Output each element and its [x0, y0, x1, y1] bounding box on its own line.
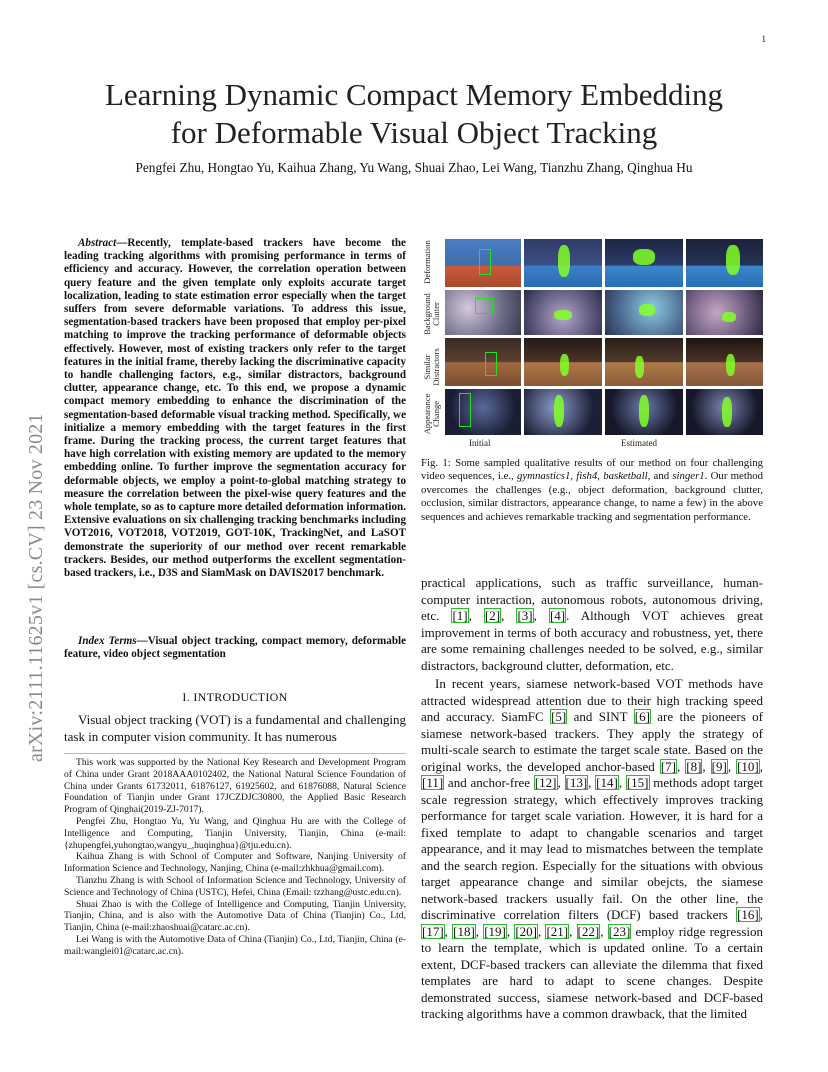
- citation-link[interactable]: [9]: [711, 758, 727, 774]
- footnote-affiliation: Lei Wang is with the Automotive Data of China (Tianjin) Co., Ltd, Tianjin, China (e-mail:wanglei01@catarc.ac.cn).: [64, 933, 406, 957]
- footnotes: [64, 757, 406, 958]
- abstract-lead: Abstract: [78, 237, 117, 249]
- intro-paragraph-right-2: In recent years, siamese network-based VOT methods have attracted widespread attention due to their high tracking speed and accuracy. SiamFC [5] and SINT [6] are the pioneers of siamese network-based trackers. They apply the strategy of multi-scale search to estimate the target scale state. Based on the original works, the developed anchor-based [7], [8], [9], [10], [11] and anchor-free [12], [13], [14], [15] methods adopt target scale regression strategy, which effectively improves tracking performance for target scale variation. However, it is hard for a fixed template to adapt to changable scenarios and target appearance, and it may lead to mismatches between the template and the search region. Especially for the situations with obvious target appearance change and similar obejcts, the siamese network-based trackers usually fail. On the other line, the discriminative correlation filters (DCF) based trackers [16], [17], [18], [19], [20], [21], [22], [23] employ ridge regression to learn the template, which is updated online. To a certain extent, DCF-based trackers can alleviate the dilemma that fixed templates are hard to adapt to scene changes. Despite demonstrated success, siamese network-based and DCF-based tracking algorithms have a common drawback, that the limited: [421, 676, 764, 1021]
- caption-text: ,: [597, 470, 604, 483]
- footnote-affiliation: Pengfei Zhu, Hongtao Yu, Yu Wang, and Qinghua Hu are with the College of Intelligence and Computing, Tianjin University, Tianjin, China (e-mail: {zhupengfei,yuhongtao,wangyu_,huqinghua}@tju.edu.cn).: [64, 815, 406, 851]
- body-text: practical applications, such as traffic surveillance, human-computer interaction, autonomous robots, autonomous driving, etc.: [421, 575, 763, 623]
- caption-sequence: basketball: [603, 470, 648, 483]
- body-text: methods adopt target scale regression strategy, which effectively improves tracking performance for target scale variation. However, it is hard for a fixed template to adapt to changable scenarios and target appearance, and it may lead to mismatches between the template and the search region. Especially for the situations with obvious target appearance change and similar obejcts, the siamese network-based trackers usually fail. On the other line, the discriminative correlation filters (DCF) based trackers: [421, 775, 764, 922]
- segmentation-mask: [726, 245, 740, 275]
- citation-link[interactable]: [4]: [549, 608, 566, 623]
- body-text: ,: [501, 608, 517, 623]
- citation-link[interactable]: [13]: [565, 775, 588, 790]
- body-text: and SINT: [567, 709, 634, 724]
- body-text: ,: [533, 608, 549, 623]
- abstract: [64, 237, 406, 580]
- citation-link[interactable]: [3]: [517, 608, 533, 623]
- body-text: and anchor-free: [444, 775, 534, 790]
- tracking-box: [459, 393, 471, 427]
- segmentation-mask: [722, 397, 732, 427]
- frame-fish-initial: [445, 290, 521, 335]
- citation-link[interactable]: [21]: [546, 923, 569, 939]
- citation-link[interactable]: [5]: [551, 709, 567, 724]
- frame-gymnastics-estimated: [605, 239, 683, 287]
- segmentation-mask: [726, 354, 735, 376]
- index-terms-lead: Index Terms: [78, 635, 137, 647]
- frame-gymnastics-estimated: [524, 239, 602, 287]
- intro-paragraph-right: [421, 575, 763, 674]
- segmentation-mask: [558, 245, 570, 277]
- row-label-appearance-change: Appearance Change: [422, 393, 441, 435]
- citation-link[interactable]: [2]: [484, 608, 501, 623]
- frame-basketball-estimated: [605, 338, 683, 386]
- footnote-affiliation: Tianzhu Zhang is with School of Information Science and Technology, University of Science and Technology of China (USTC), Hefei, China (Email: tzzhang@ustc.edu.cn).: [64, 874, 406, 898]
- citation-link[interactable]: [15]: [626, 775, 649, 790]
- frame-gymnastics-estimated: [686, 239, 763, 287]
- footnote-affiliation: Kaihua Zhang is with School of Computer and Software, Nanjing University of Information Science and Technology, Nanjing, China (e-mail:zhkhua@gmail.com).: [64, 851, 406, 875]
- frame-fish-estimated: [524, 290, 602, 335]
- citation-link[interactable]: [16]: [737, 907, 759, 922]
- figure-caption: [421, 457, 763, 524]
- caption-sequence: gymnastics1: [516, 470, 571, 483]
- citation-link[interactable]: [10]: [737, 758, 759, 774]
- segmentation-mask: [635, 356, 644, 378]
- segmentation-mask: [554, 310, 572, 320]
- row-label-background-clutter: Background Clutter: [422, 293, 441, 335]
- caption-sequence: singer1: [672, 470, 705, 483]
- body-text: ,: [468, 608, 484, 623]
- caption-text: , and: [647, 470, 673, 483]
- intro-paragraph-left: Visual object tracking (VOT) is a fundamental and challenging task in computer vision community. It has numerous: [64, 712, 406, 744]
- tracking-box: [479, 249, 491, 275]
- frame-basketball-initial: [445, 338, 521, 386]
- body-text: employ ridge regression to learn the template, which is updated online. To a certain extent, DCF-based trackers can alleviate the dilemma that fixed templates are hard to adapt to scene changes. Despite demonstrated success, siamese network-based and DCF-based tracking algorithms have a common drawback, that the limited: [421, 923, 764, 1021]
- citation-link[interactable]: [7]: [660, 758, 676, 774]
- frame-fish-estimated: [686, 290, 763, 335]
- body-text: . Although VOT achieves great improvement in terms of both accuracy and robustness, yet, there are some remaining challenges needed to be solved, e.g., similar distractors, background clutter, deformation, etc.: [421, 608, 764, 673]
- paper-title: [60, 76, 768, 152]
- frame-fish-estimated: [605, 290, 683, 335]
- citation-link[interactable]: [19]: [484, 923, 506, 939]
- segmentation-mask: [554, 395, 564, 427]
- citation-link[interactable]: [11]: [422, 775, 444, 790]
- citation-link[interactable]: [1]: [452, 608, 468, 623]
- arxiv-stamp: arXiv:2111.11625v1 [cs.CV] 23 Nov 2021: [25, 413, 47, 762]
- caption-sequence: fish4: [576, 470, 598, 483]
- citation-link[interactable]: [12]: [534, 775, 557, 790]
- footnote-funding: This work was supported by the National Key Research and Development Program of China under Grant 2018AAA0102402, the National Natural Science Foundation of China under Grants 61732011, 61876127, 61925602, and 61876088, Natural Science Foundation of Tianjin under Grant 17JCZDJC30800, the Applied Basic Research Program of Qinghai(2019-ZJ-7017).: [64, 757, 406, 816]
- frame-basketball-estimated: [686, 338, 763, 386]
- segmentation-mask: [639, 304, 655, 316]
- figure-1: [421, 237, 763, 451]
- tracking-box: [475, 298, 493, 314]
- frame-basketball-estimated: [524, 338, 602, 386]
- citation-link[interactable]: [17]: [422, 923, 444, 939]
- title-line-1: Learning Dynamic Compact Memory Embedding: [104, 77, 724, 112]
- segmentation-mask: [722, 312, 736, 322]
- index-terms: [64, 635, 406, 661]
- frame-gymnastics-initial: [445, 239, 521, 287]
- row-label-similar-distractors: Similar Distractors: [422, 348, 441, 386]
- abstract-body: —Recently, template-based trackers have become the leading tracking algorithms with promising performance in terms of efficiency and accuracy. However, the correlation operation between query feature and the given template only exploits accurate target localization, leading to state estimation error especially when the target suffers from severe deformable variations. To address this issue, segmentation-based trackers have been proposed that employ per-pixel matching to improve the tracking performance of deformable objects effectively. However, most of existing trackers only refer to the target features in the initial frame, thereby lacking the discriminative capacity to handle challenging factors, e.g., similar distractors, background clutter, appearance change, etc. To this end, we propose a dynamic compact memory embedding to enhance the discrimination of the segmentation-based deformable visual tracking method. Specifically, we initialize a memory embedding with the target features in the first frame. During the tracking process, the current target features that have high correlation with existing memory are updated to the memory embedding online. To further improve the segmentation accuracy for deformable objects, we employ a point-to-global matching strategy to measure the correlation between the pixel-wise query features and the whole template, so as to capture more detailed deformation information. Extensive evaluations on six challenging tracking benchmarks including VOT2016, VOT2018, VOT2019, GOT-10K, TrackingNet, and LaSOT demonstrate the superiority of our method over recent remarkable trackers. Besides, our method outperforms the excellent segmentation-based trackers, i.e., D3S and SiamMask on DAVIS2017 benchmark.: [64, 237, 406, 580]
- caption-text: . Our method overcomes the challenges (e.g., object deformation, background clutter, occlusion, similar distractors, appearance change, to name a few) in the above sequences and achieves remarkable tracking and segmentation performance.: [421, 470, 764, 523]
- body-text: In recent years, siamese network-based VOT methods have attracted widespread attention due to their high tracking speed and accuracy. SiamFC: [421, 676, 763, 724]
- frame-singer-estimated: [605, 389, 683, 435]
- column-label-estimated: Estimated: [621, 438, 657, 448]
- citation-link[interactable]: [20]: [515, 923, 537, 939]
- body-text: are the pioneers of siamese network-based trackers. They apply the strategy of multi-scale search to estimate the target scale state. Based on the original works, the developed anchor-based: [421, 709, 763, 774]
- citation-link[interactable]: [23]: [608, 923, 631, 939]
- segmentation-mask: [633, 249, 655, 265]
- frame-singer-estimated: [686, 389, 763, 435]
- footnote-affiliation: Shuai Zhao is with the College of Intelligence and Computing, Tianjin University, Tianjin, China, and is also with the Automotive Data of China (Tianjin) Co., Ltd, Tianjin, China (e-mail:zhaoshuai@catarc.ac.cn).: [64, 898, 406, 934]
- row-label-deformation: Deformation: [422, 240, 432, 284]
- citation-link[interactable]: [8]: [686, 758, 702, 774]
- caption-text: Fig. 1: Some sampled qualitative results of our method on four challenging video sequences, i.e.,: [421, 457, 763, 483]
- segmentation-mask: [639, 395, 649, 427]
- author-list: Pengfei Zhu, Hongtao Yu, Kaihua Zhang, Yu Wang, Shuai Zhao, Lei Wang, Tianzhu Zhang, Qinghua Hu: [135, 160, 693, 175]
- caption-text: ,: [570, 470, 577, 483]
- title-line-2: for Deformable Visual Object Tracking: [170, 115, 658, 150]
- segmentation-mask: [560, 354, 569, 376]
- page-number: 1: [761, 34, 766, 44]
- tracking-box: [485, 352, 497, 376]
- column-label-initial: Initial: [469, 438, 491, 448]
- citation-link[interactable]: [22]: [577, 923, 600, 939]
- frame-singer-estimated: [524, 389, 602, 435]
- index-terms-body: —Visual object tracking, compact memory, deformable feature, video object segmentation: [64, 635, 406, 661]
- citation-link[interactable]: [18]: [453, 923, 475, 939]
- section-heading: I. INTRODUCTION: [182, 690, 288, 704]
- frame-singer-initial: [445, 389, 521, 435]
- footnote-rule: [64, 753, 406, 754]
- citation-link[interactable]: [6]: [634, 709, 650, 724]
- citation-link[interactable]: [14]: [596, 775, 618, 790]
